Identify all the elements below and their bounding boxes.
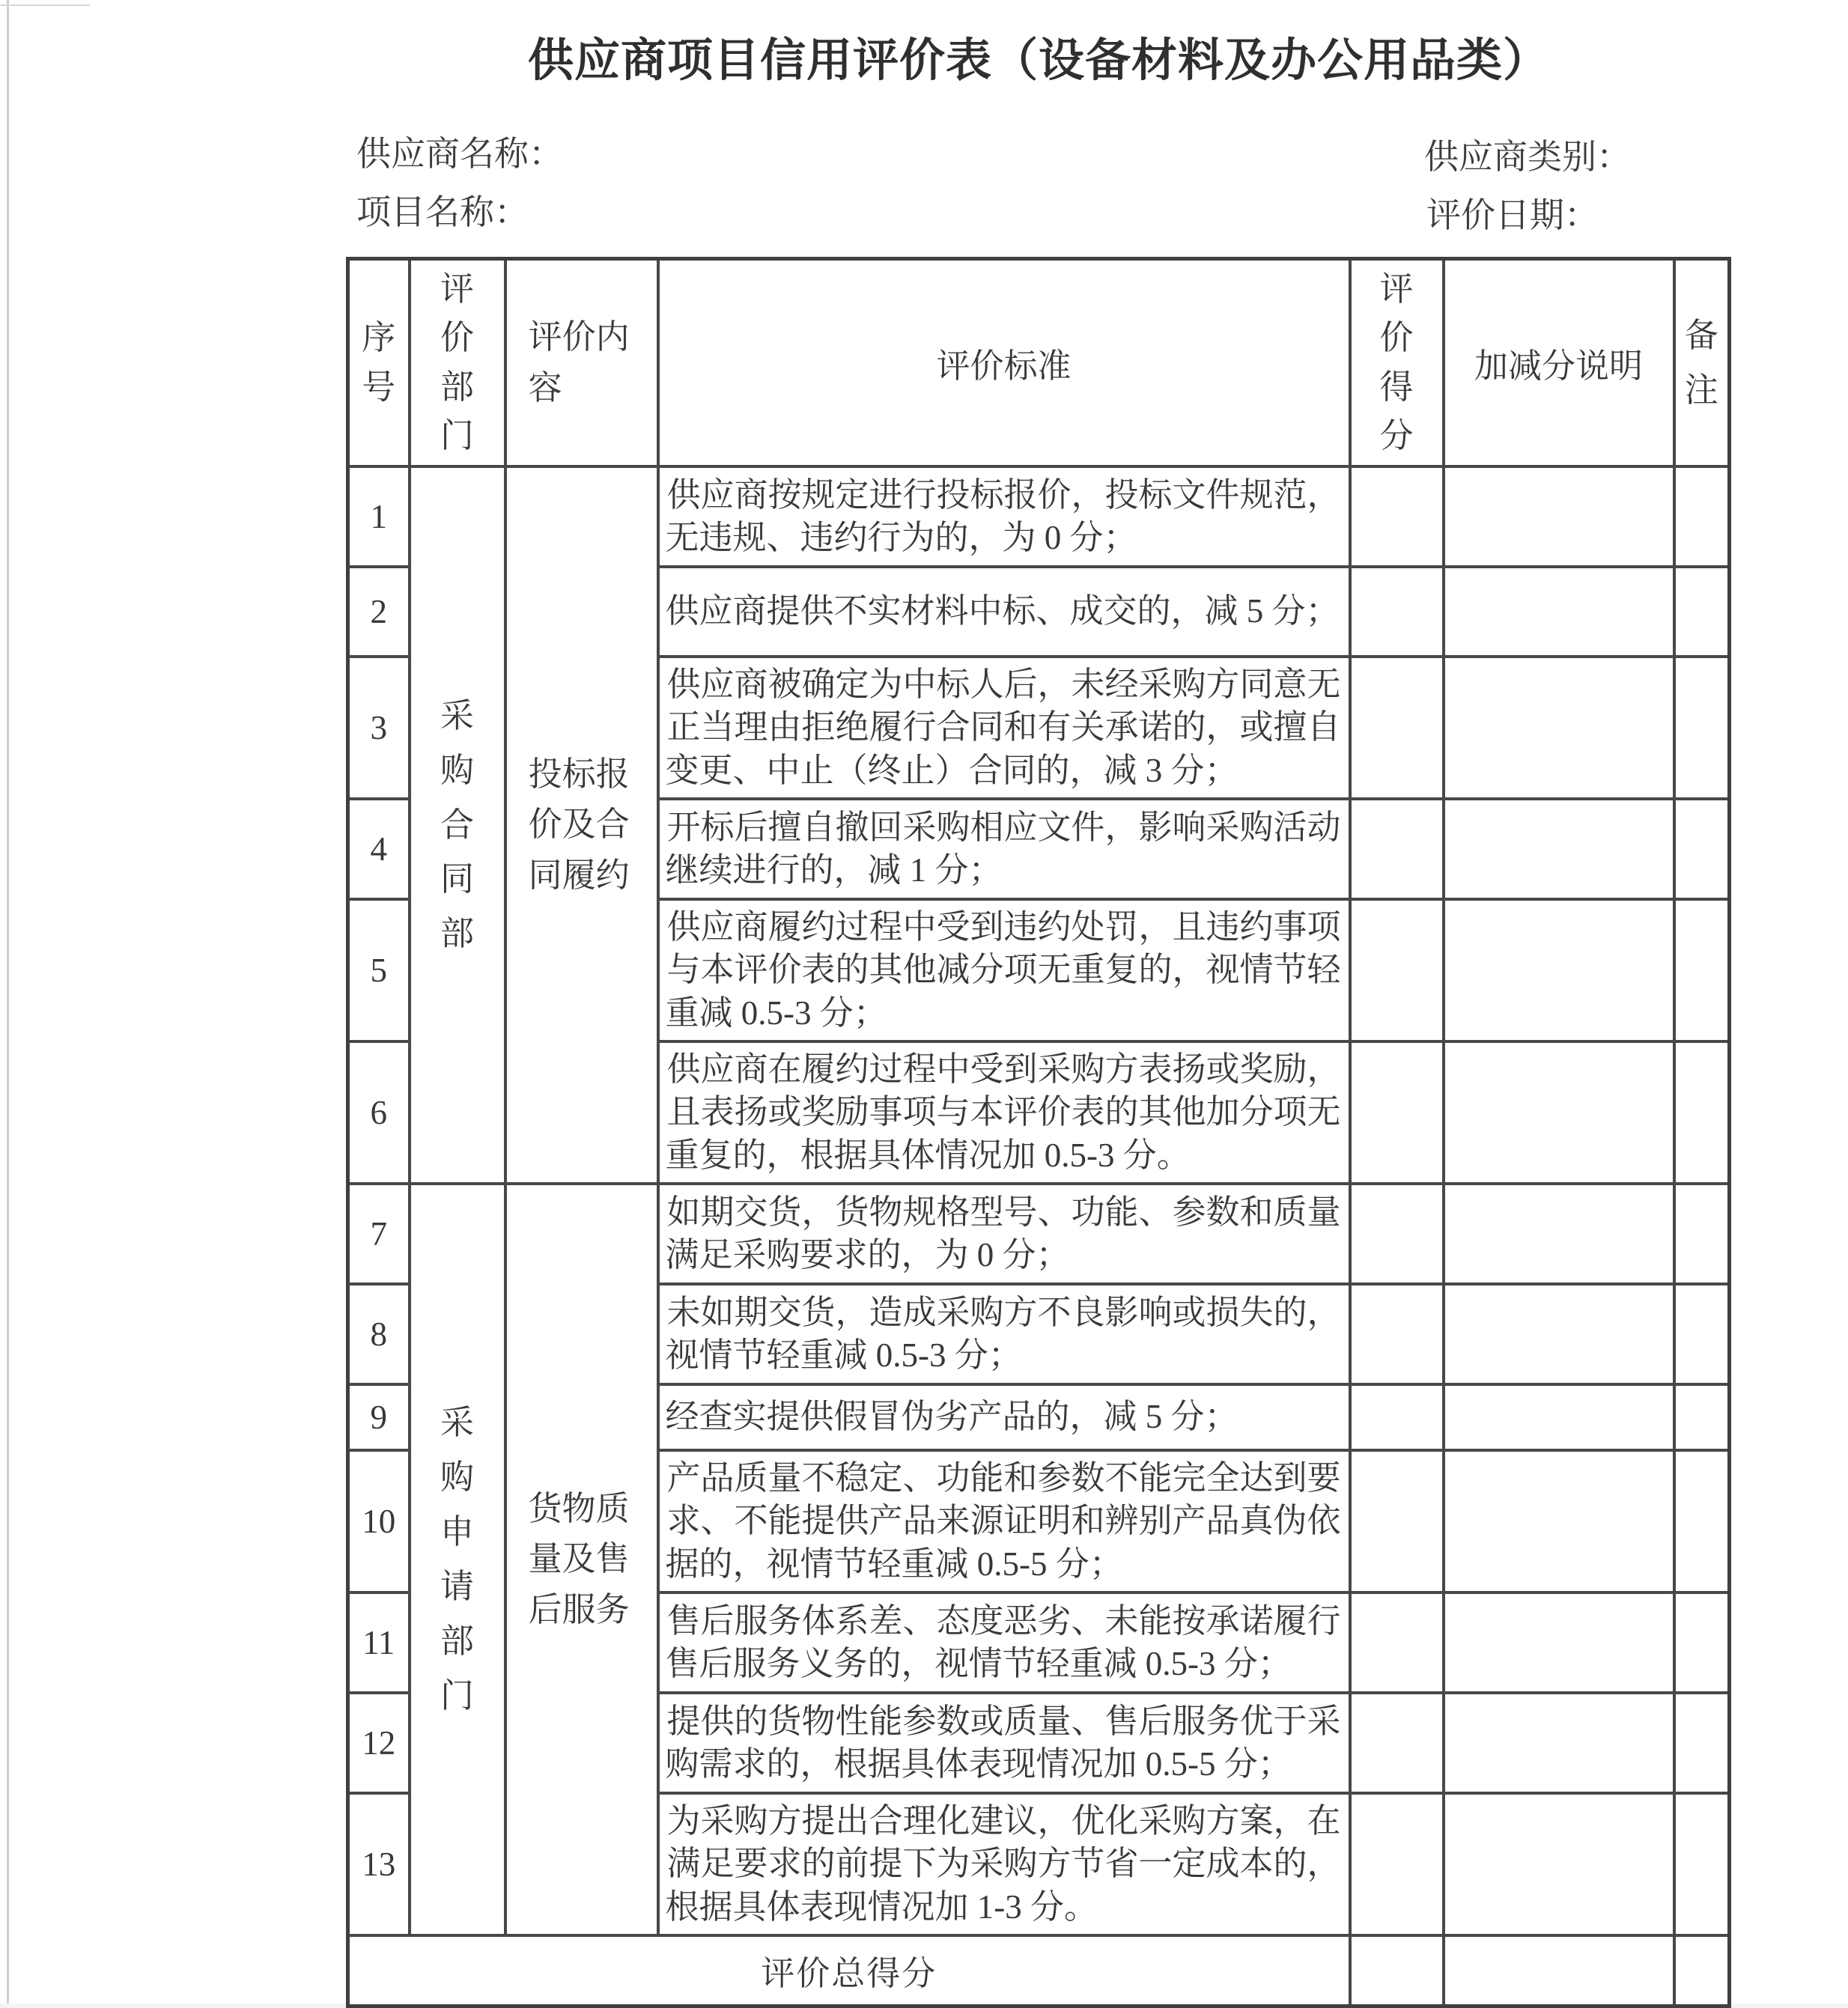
score-cell <box>1350 1450 1444 1592</box>
score-cell <box>1350 1793 1444 1935</box>
row-no: 3 <box>348 657 410 799</box>
col-header-content: 评价内容 <box>505 259 658 467</box>
remark-cell <box>1674 799 1730 899</box>
criteria-cell: 如期交货，货物规格型号、功能、参数和质量满足采购要求的，为 0 分； <box>658 1184 1350 1284</box>
criteria-cell: 供应商按规定进行投标报价，投标文件规范，无违规、违约行为的，为 0 分； <box>658 466 1350 567</box>
adjustment-cell <box>1444 1450 1674 1592</box>
remark-cell <box>1674 1793 1730 1935</box>
adjustment-cell <box>1444 1284 1674 1384</box>
row-no: 12 <box>348 1693 410 1793</box>
group1-content-cell: 投标报价及合同履约 <box>505 466 658 1184</box>
adjustment-cell <box>1444 899 1674 1041</box>
evaluation-table <box>346 257 1731 2008</box>
adjustment-cell <box>1444 1384 1674 1450</box>
scan-page-edge-left <box>7 0 9 2004</box>
group2-content-cell: 货物质量及售后服务 <box>505 1184 658 1935</box>
col-header-department: 评价部门 <box>410 259 505 467</box>
criteria-cell: 未如期交货，造成采购方不良影响或损失的，视情节轻重减 0.5-3 分； <box>658 1284 1350 1384</box>
adjustment-cell <box>1444 1693 1674 1793</box>
col-header-score: 评价得分 <box>1350 259 1444 467</box>
criteria-cell: 经查实提供假冒伪劣产品的，减 5 分； <box>658 1384 1350 1450</box>
remark-cell <box>1674 1284 1730 1384</box>
row-no: 7 <box>348 1184 410 1284</box>
table-row <box>348 1184 1730 1284</box>
row-no: 4 <box>348 799 410 899</box>
col-header-adjustment: 加减分说明 <box>1444 259 1674 467</box>
score-cell <box>1350 1041 1444 1184</box>
score-cell <box>1350 466 1444 567</box>
scan-page-edge-top <box>0 4 90 6</box>
remark-cell <box>1674 1450 1730 1592</box>
score-cell <box>1350 1384 1444 1450</box>
remark-cell <box>1674 1693 1730 1793</box>
row-no: 6 <box>348 1041 410 1184</box>
score-cell <box>1350 899 1444 1041</box>
col-header-criteria: 评价标准 <box>658 259 1350 467</box>
supplier-category-label: 供应商类别： <box>1424 138 1631 176</box>
remark-cell <box>1674 657 1730 799</box>
header-fields <box>346 127 1731 245</box>
group2-department-cell: 采购申请部门 <box>410 1184 505 1935</box>
adjustment-cell <box>1444 1793 1674 1935</box>
table-header-row <box>348 259 1730 467</box>
row-no: 13 <box>348 1793 410 1935</box>
page-title: 供应商项目信用评价表（设备材料及办公用品类） <box>527 36 1549 86</box>
adjustment-cell <box>1444 799 1674 899</box>
remark-cell <box>1674 899 1730 1041</box>
remark-cell <box>1674 466 1730 567</box>
remark-cell <box>1674 1384 1730 1450</box>
document-page <box>346 0 1731 2008</box>
row-no: 11 <box>348 1592 410 1693</box>
remark-cell <box>1674 1184 1730 1284</box>
row-no: 5 <box>348 899 410 1041</box>
row-no: 8 <box>348 1284 410 1384</box>
col-header-seq: 序号 <box>348 259 410 467</box>
total-score-cell <box>1350 1935 1444 2006</box>
row-no: 10 <box>348 1450 410 1592</box>
evaluation-date-label: 评价日期： <box>1426 196 1599 234</box>
adjustment-cell <box>1444 466 1674 567</box>
row-no: 1 <box>348 466 410 567</box>
score-cell <box>1350 657 1444 799</box>
criteria-cell: 为采购方提出合理化建议，优化采购方案，在满足要求的前提下为采购方节省一定成本的，根据具体表现情况加 1-3 分。 <box>658 1793 1350 1935</box>
total-remark-cell <box>1674 1935 1730 2006</box>
adjustment-cell <box>1444 1592 1674 1693</box>
group1-department-cell: 采购合同部 <box>410 466 505 1184</box>
criteria-cell: 产品质量不稳定、功能和参数不能完全达到要求、不能提供产品来源证明和辨别产品真伪依据的，视情节轻重减 0.5-5 分； <box>658 1450 1350 1592</box>
adjustment-cell <box>1444 1184 1674 1284</box>
adjustment-cell <box>1444 567 1674 657</box>
criteria-cell: 供应商履约过程中受到违约处罚，且违约事项与本评价表的其他减分项无重复的，视情节轻重减 0.5-3 分； <box>658 899 1350 1041</box>
adjustment-cell <box>1444 657 1674 799</box>
criteria-cell: 供应商提供不实材料中标、成交的，减 5 分； <box>658 567 1350 657</box>
score-cell <box>1350 1693 1444 1793</box>
criteria-cell: 开标后擅自撤回采购相应文件，影响采购活动继续进行的，减 1 分； <box>658 799 1350 899</box>
col-header-remark: 备注 <box>1674 259 1730 467</box>
supplier-name-label: 供应商名称： <box>356 135 563 173</box>
score-cell <box>1350 1284 1444 1384</box>
remark-cell <box>1674 1592 1730 1693</box>
score-cell <box>1350 1592 1444 1693</box>
score-cell <box>1350 799 1444 899</box>
score-cell <box>1350 1184 1444 1284</box>
total-score-label: 评价总得分 <box>348 1935 1350 2006</box>
score-cell <box>1350 567 1444 657</box>
remark-cell <box>1674 567 1730 657</box>
row-no: 9 <box>348 1384 410 1450</box>
total-adjustment-cell <box>1444 1935 1674 2006</box>
criteria-cell: 提供的货物性能参数或质量、售后服务优于采购需求的，根据具体表现情况加 0.5-5 分； <box>658 1693 1350 1793</box>
remark-cell <box>1674 1041 1730 1184</box>
criteria-cell: 售后服务体系差、态度恶劣、未能按承诺履行售后服务义务的，视情节轻重减 0.5-3 分； <box>658 1592 1350 1693</box>
project-name-label: 项目名称： <box>356 193 529 231</box>
total-row <box>348 1935 1730 2006</box>
row-no: 2 <box>348 567 410 657</box>
criteria-cell: 供应商在履约过程中受到采购方表扬或奖励，且表扬或奖励事项与本评价表的其他加分项无重复的，根据具体情况加 0.5-3 分。 <box>658 1041 1350 1184</box>
adjustment-cell <box>1444 1041 1674 1184</box>
table-row <box>348 466 1730 567</box>
criteria-cell: 供应商被确定为中标人后，未经采购方同意无正当理由拒绝履行合同和有关承诺的，或擅自变更、中止（终止）合同的，减 3 分； <box>658 657 1350 799</box>
